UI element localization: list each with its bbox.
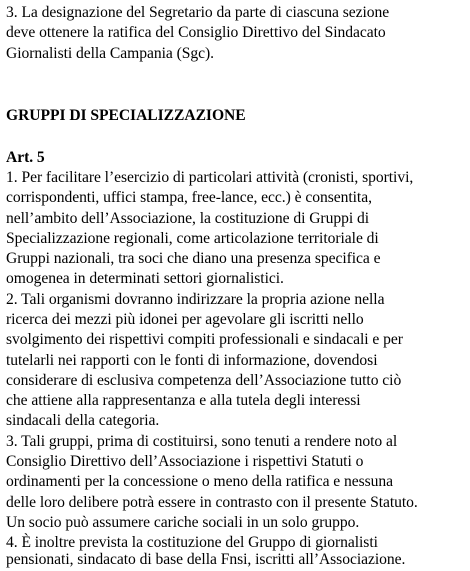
article-line: Gruppi nazionali, tra soci che diano una presenza specifica e bbox=[6, 250, 381, 267]
article-line: sindacali della categoria. bbox=[6, 412, 160, 429]
article-line: pensionati, sindacato di base della Fnsi, iscritti all’Associazione. bbox=[6, 551, 406, 568]
article-line: 1. Per facilitare l’esercizio di particolari attività (cronisti, sportivi, bbox=[6, 169, 414, 186]
article-line: considerare di esclusiva competenza dell’Associazione tutto ciò bbox=[6, 372, 402, 389]
article-line: nell’ambito dell’Associazione, la costituzione di Gruppi di bbox=[6, 210, 369, 227]
article-line: tutelarli nei rapporti con le fonti di informazione, dovendosi bbox=[6, 352, 378, 369]
intro-line: Giornalisti della Campania (Sgc). bbox=[6, 45, 214, 62]
intro-line: 3. La designazione del Segretario da parte di ciascuna sezione bbox=[6, 4, 390, 21]
article-line: 4. È inoltre prevista la costituzione del Gruppo di giornalisti bbox=[6, 534, 378, 551]
article-heading: Art. 5 bbox=[6, 149, 45, 166]
section-heading: GRUPPI DI SPECIALIZZAZIONE bbox=[6, 107, 246, 124]
article-line: 3. Tali gruppi, prima di costituirsi, sono tenuti a rendere noto al bbox=[6, 433, 398, 450]
article-line: delle loro delibere potrà essere in contrasto con il presente Statuto. bbox=[6, 494, 418, 511]
article-line: omogenea in determinati settori giornalistici. bbox=[6, 270, 284, 287]
article-line: Un socio può assumere cariche sociali in un solo gruppo. bbox=[6, 514, 360, 531]
article-line: Consiglio Direttivo dell’Associazione i rispettivi Statuti o bbox=[6, 453, 364, 470]
article-line: ordinamenti per la concessione o meno della ratifica e nessuna bbox=[6, 473, 394, 490]
article-line: svolgimento dei rispettivi compiti professionali e sindacali e per bbox=[6, 331, 403, 348]
article-line: che attiene alla rappresentanza e alla tutela degli interessi bbox=[6, 392, 361, 409]
intro-line: deve ottenere la ratifica del Consiglio Direttivo del Sindacato bbox=[6, 24, 386, 41]
article-line: Specializzazione regionali, come articolazione territoriale di bbox=[6, 230, 379, 247]
article-line: 2. Tali organismi dovranno indirizzare la propria azione nella bbox=[6, 291, 385, 308]
article-line: corrispondenti, uffici stampa, free-lance, ecc.) è consentita, bbox=[6, 189, 372, 206]
article-line: ricerca dei mezzi più idonei per agevolare gli iscritti nello bbox=[6, 311, 364, 328]
